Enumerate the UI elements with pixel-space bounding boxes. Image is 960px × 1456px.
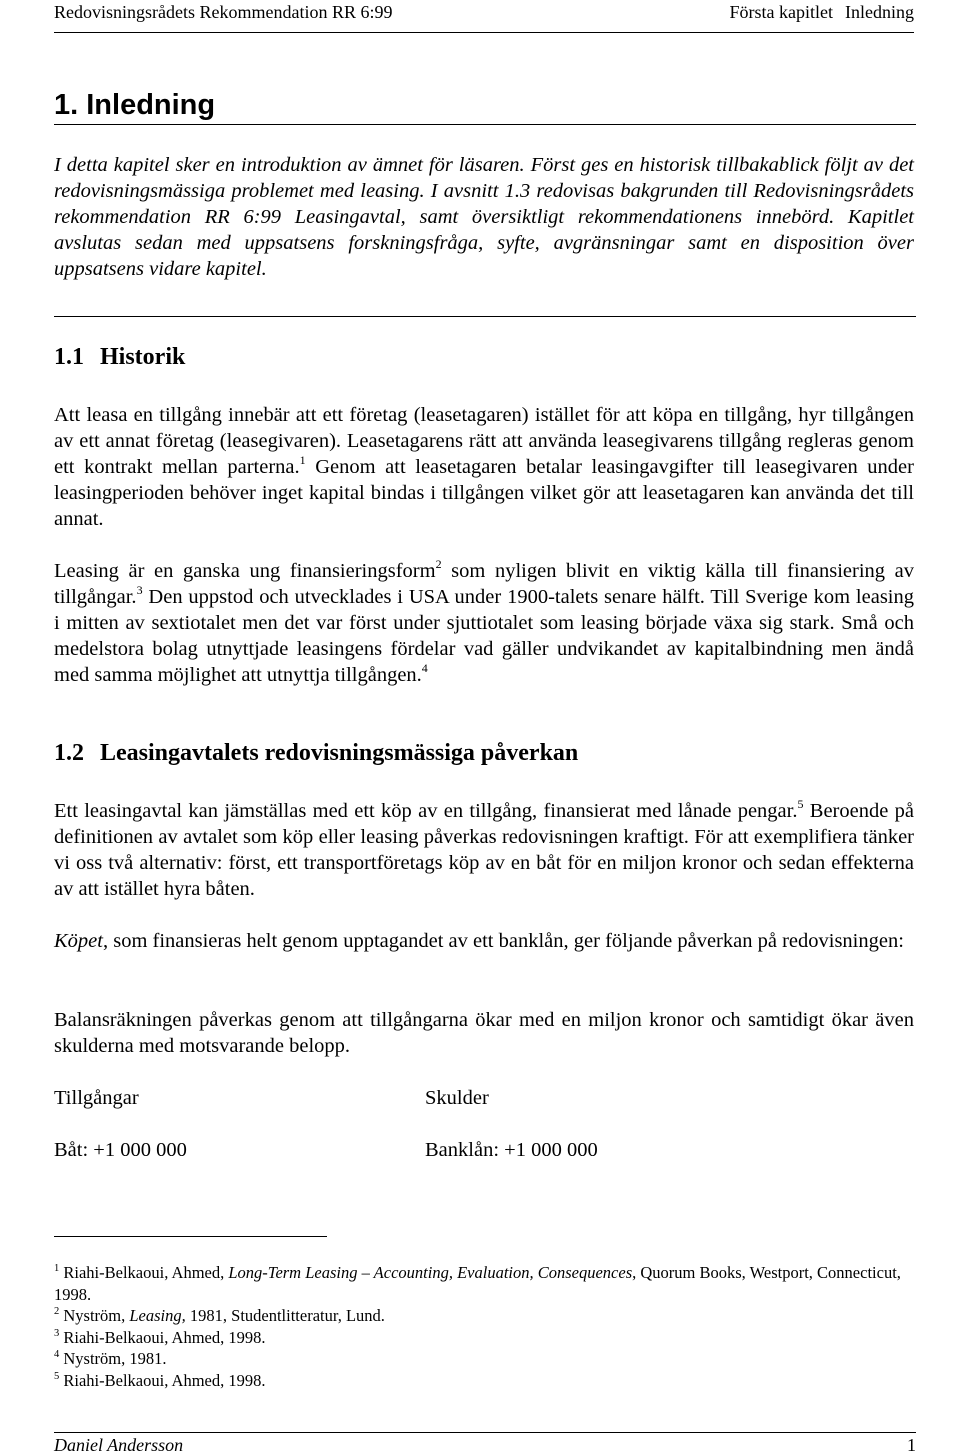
paverkan-paragraph-2: Köpet, som finansieras helt genom upptagandet av ett banklån, ger följande påverkan på redovisningen: bbox=[54, 930, 904, 952]
paverkan-paragraph-1: Ett leasingavtal kan jämställas med ett köp av en tillgång, finansierat med lånade pengar.$^5$ Beroende på definitionen av avtalet som köp eller leasing påverkas redovisningen kraftigt. För att exemplifiera tänker vi oss två alternativ: först, ett transportföretags köp av en båt för en miljon kronor och sedan effekterna av att istället hyra båten. bbox=[54, 797, 914, 900]
section-title: Leasingavtalets redovisningsmässiga påverkan bbox=[100, 740, 579, 766]
footnote-ref[interactable]: 3 bbox=[136, 583, 143, 597]
chapter-intro: I detta kapitel sker en introduktion av ämnet för läsaren. Först ges en historisk tillbakablick följt av det redovisningsmässiga problemet med leasing. I avsnitt 1.3 redovisas bakgrunden till Redovisningsrådets rekommendation RR 6:99 Leasingavtal, samt översiktligt rekommendationens innebörd. Kapitlet avslutas sedan med uppsatsens forskningsfråga, syfte, avgränsningar samt en disposition över uppsatsens vidare kapitel. bbox=[54, 154, 914, 280]
section-heading-historik bbox=[54, 344, 185, 371]
header-document-title: Redovisningsrådets Rekommendation RR 6:99 bbox=[54, 2, 393, 22]
section-number: 1.1 bbox=[54, 344, 84, 370]
column-heading-liabilities: Skulder bbox=[425, 1087, 489, 1109]
italic-term: Köpet bbox=[54, 930, 103, 952]
intro-divider bbox=[54, 316, 916, 317]
footnote-ref[interactable]: 4 bbox=[421, 661, 428, 675]
page-number: 1 bbox=[907, 1435, 916, 1455]
historik-paragraph-2: Leasing är en ganska ung finansieringsform$^2$ som nyligen blivit en viktig källa till finansiering av tillgångar.$^3$ Den uppstod och utvecklades i USA under 1900-talets senare hälft. Till Sverige kom leasing i mitten av sextiotalet men det var först under sjuttiotalet som leasing började växa sig stark. Små och medelstora bolag utnyttjade leasingens fördelar vad gäller undvikandet av kapitalbindning men ändå med samma möjlighet att utnyttja tillgången.$^4$ bbox=[54, 557, 914, 686]
paverkan-paragraph-3: Balansräkningen påverkas genom att tillgångarna ökar med en miljon kronor och samtidigt ökar även skulderna med motsvarande belopp. bbox=[54, 1009, 914, 1057]
header-chapter-label: Första kapitlet bbox=[729, 2, 833, 22]
footnote-separator bbox=[54, 1236, 327, 1237]
column-heading-assets: Tillgångar bbox=[54, 1087, 139, 1109]
footnote-5: $^5$ Riahi-Belkaoui, Ahmed, 1998. bbox=[54, 1371, 266, 1390]
header-chapter-name: Inledning bbox=[845, 2, 914, 22]
running-header bbox=[54, 0, 914, 33]
liability-value: Banklån: +1 000 000 bbox=[425, 1139, 598, 1161]
asset-value: Båt: +1 000 000 bbox=[54, 1139, 187, 1161]
chapter-heading: 1. Inledning bbox=[54, 86, 916, 125]
footer-author: Daniel Andersson bbox=[54, 1435, 184, 1455]
footnote-ref[interactable]: 5 bbox=[797, 797, 804, 811]
footnote-3: $^3$ Riahi-Belkaoui, Ahmed, 1998. bbox=[54, 1328, 266, 1347]
section-title: Historik bbox=[100, 344, 186, 370]
footnote-ref[interactable]: 1 bbox=[299, 453, 306, 467]
historik-paragraph-1: Att leasa en tillgång innebär att ett företag (leasetagaren) istället för att köpa en tillgång, hyr tillgången av ett annat företag (leasegivaren). Leasetagarens rätt att använda leasegivarens tillgång regleras genom ett kontrakt mellan parterna.$^1$ Genom att leasetagaren betalar leasingavgifter till leasegivaren under leasingperioden behöver inget kapital bindas i tillgången vilket gör att leasetagaren kan använda det till annat. bbox=[54, 404, 914, 530]
section-number: 1.2 bbox=[54, 740, 84, 766]
footnote-1: $^1$ Riahi-Belkaoui, Ahmed, Long-Term Leasing – Accounting, Evaluation, Consequences, Quorum Books, Westport, Connecticut, 1998. bbox=[54, 1263, 901, 1304]
header-chapter bbox=[730, 2, 914, 23]
footnote-4: $^4$ Nyström, 1981. bbox=[54, 1349, 167, 1368]
section-heading-paverkan bbox=[54, 740, 578, 767]
footnote-ref[interactable]: 2 bbox=[435, 557, 442, 571]
footnote-2: $^2$ Nyström, Leasing, 1981, Studentlitteratur, Lund. bbox=[54, 1306, 385, 1325]
page-footer bbox=[54, 1432, 916, 1456]
